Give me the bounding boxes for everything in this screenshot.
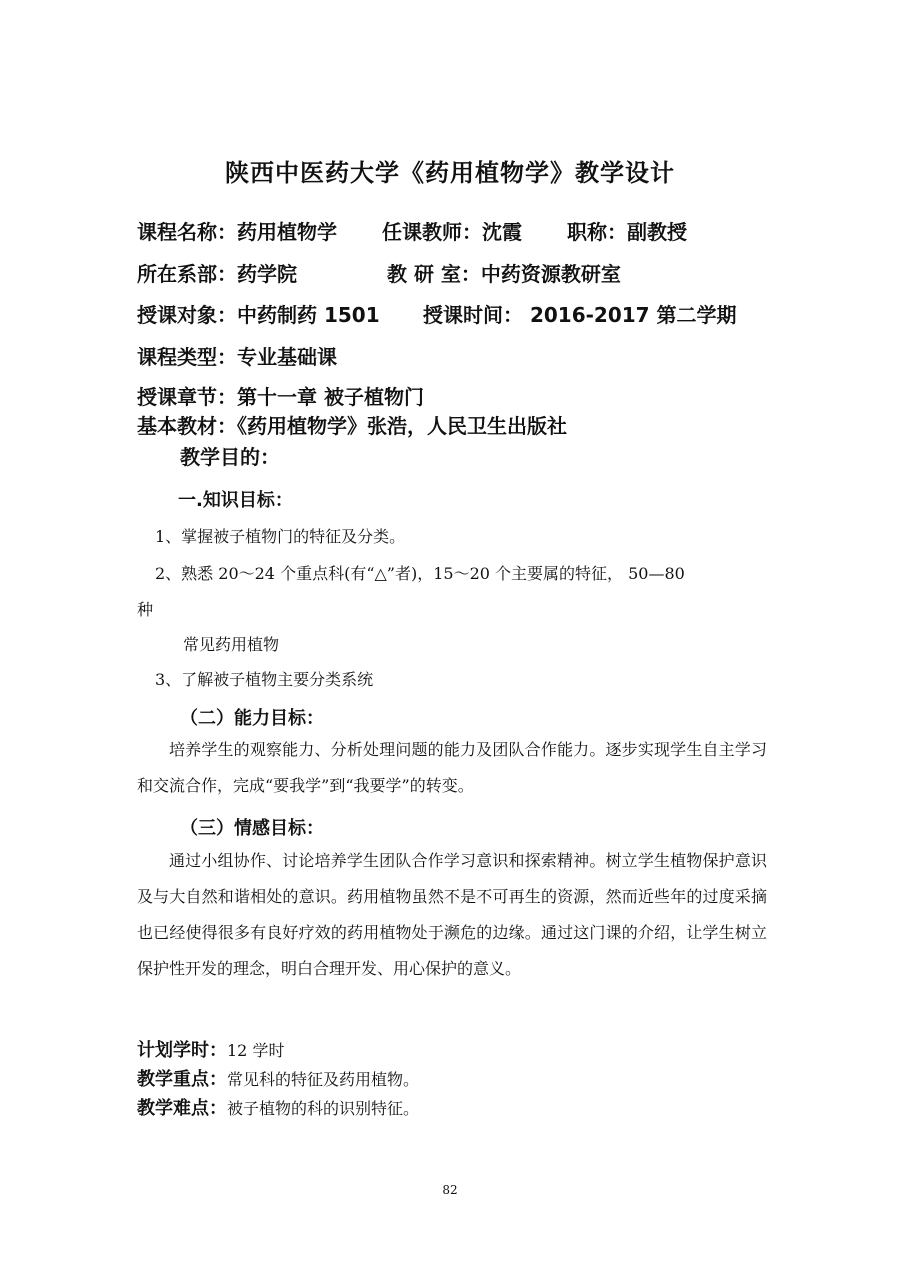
emotion-heading: （三）情感目标： xyxy=(180,818,324,839)
key-points xyxy=(137,1065,419,1091)
textbook: 基本教材：《药用植物学》张浩，人民卫生出版社 xyxy=(137,414,567,438)
rank: 职称：副教授 xyxy=(567,220,687,244)
emotion-paragraph: 通过小组协作、讨论培养学生团队合作学习意识和探索精神。树立学生植物保护意识及与大自然和谐相处的意识。药用植物虽然不是不可再生的资源，然而近些年的过度采摘也已经使得很多有良好疗效的药用植物处于濒危的边缘。通过这门课的介绍，让学生树立保护性开发的理念，明白合理开发、用心保护的意义。 xyxy=(137,851,767,978)
difficulties xyxy=(137,1094,419,1120)
class-time: 授课时间： 2016-2017 第二学期 xyxy=(423,303,737,327)
knowledge-item-2-cont: 种 xyxy=(137,600,154,619)
office: 教 研 室：中药资源教研室 xyxy=(387,262,621,286)
difficulties-value: 被子植物的科的识别特征。 xyxy=(227,1099,420,1118)
planned-hours-value: 12 学时 xyxy=(227,1041,285,1060)
ability-paragraph: 培养学生的观察能力、分析处理问题的能力及团队合作能力。逐步实现学生自主学习和交流合作，完成“要我学”到“我要学”的转变。 xyxy=(137,740,767,795)
department: 所在系部：药学院 xyxy=(137,262,297,286)
knowledge-item-3: 3、了解被子植物主要分类系统 xyxy=(155,670,374,689)
audience: 授课对象：中药制药 1501 xyxy=(137,303,380,327)
planned-hours-label: 计划学时： xyxy=(137,1040,227,1061)
knowledge-item-2-cont2: 常见药用植物 xyxy=(183,635,280,654)
course-name: 课程名称：药用植物学 xyxy=(137,220,337,244)
teacher: 任课教师：沈霞 xyxy=(382,220,522,244)
planned-hours xyxy=(137,1036,284,1062)
knowledge-item-2: 2、熟悉 20～24 个重点科(有“△”者)，15～20 个主要属的特征， 50—80 xyxy=(155,564,685,583)
ability-heading: （二）能力目标： xyxy=(180,708,324,729)
difficulties-label: 教学难点： xyxy=(137,1098,227,1119)
key-points-value: 常见科的特征及药用植物。 xyxy=(227,1070,420,1089)
objectives-heading: 教学目的： xyxy=(180,445,280,469)
course-type: 课程类型：专业基础课 xyxy=(137,345,337,369)
chapter: 授课章节：第十一章 被子植物门 xyxy=(137,385,424,409)
key-points-label: 教学重点： xyxy=(137,1069,227,1090)
knowledge-item-1: 1、掌握被子植物门的特征及分类。 xyxy=(155,527,406,546)
knowledge-heading: 一.知识目标： xyxy=(178,490,293,511)
page-number: 82 xyxy=(442,1183,458,1197)
document-title: 陕西中医药大学《药用植物学》教学设计 xyxy=(225,159,675,187)
